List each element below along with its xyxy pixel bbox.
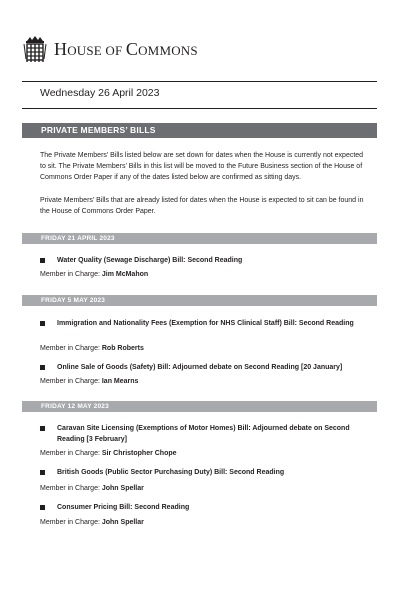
title-part-3: C [125, 38, 139, 59]
member-label: Member in Charge: [40, 485, 102, 492]
bullet-icon [40, 365, 45, 370]
bill-item [40, 255, 370, 266]
header-divider-bottom [22, 108, 377, 109]
member-label: Member in Charge: [40, 519, 102, 526]
bill-title: Consumer Pricing Bill: Second Reading [57, 504, 190, 511]
member-in-charge [40, 269, 148, 280]
house-of-commons-header [22, 34, 198, 64]
house-of-commons-title [54, 39, 198, 60]
day-heading: FRIDAY 12 MAY 2023 [22, 401, 377, 412]
bill-item [40, 423, 370, 445]
intro-paragraph-1: The Private Members’ Bills listed below are set down for dates when the House is currently not expected to sit. The Private Members’ Bills in this list will be moved to the Future Business section of the House of Commons Order Paper if any of the dates listed below are confirmed as sitting days. [40, 152, 364, 181]
member-in-charge [40, 517, 144, 528]
member-label: Member in Charge: [40, 450, 102, 457]
bullet-icon [40, 321, 45, 326]
bill-title: Caravan Site Licensing (Exemptions of Motor Homes) Bill: Adjourned debate on Second Reading [3 February] [57, 425, 350, 443]
intro-paragraph-2: Private Members’ Bills that are already listed for dates when the House is expected to sit can be found in the House of Commons Order Paper. [40, 197, 364, 215]
member-in-charge [40, 483, 144, 494]
bullet-icon [40, 505, 45, 510]
header-divider-top [22, 81, 377, 82]
bill-title: Immigration and Nationality Fees (Exemption for NHS Clinical Staff) Bill: Second Reading [57, 320, 354, 327]
bullet-icon [40, 258, 45, 263]
portcullis-icon [22, 35, 48, 63]
bill-item [40, 362, 370, 373]
title-part-1: H [54, 38, 68, 59]
bill-item [40, 502, 370, 513]
member-in-charge [40, 376, 138, 387]
member-name: John Spellar [101, 485, 144, 492]
day-heading: FRIDAY 5 MAY 2023 [22, 295, 377, 306]
member-name: Rob Roberts [101, 345, 144, 352]
member-label: Member in Charge: [40, 345, 102, 352]
bullet-icon [40, 470, 45, 475]
member-name: John Spellar [101, 519, 144, 526]
bill-title: British Goods (Public Sector Purchasing Duty) Bill: Second Reading [57, 469, 285, 476]
paper-date: Wednesday 26 April 2023 [40, 87, 160, 99]
member-name: Sir Christopher Chope [101, 450, 177, 457]
member-name: Jim McMahon [101, 271, 149, 278]
bill-item [40, 467, 370, 478]
title-part-4: OMMONS [138, 42, 198, 58]
bill-title: Water Quality (Sewage Discharge) Bill: Second Reading [57, 257, 243, 264]
member-in-charge [40, 343, 144, 354]
bill-title: Online Sale of Goods (Safety) Bill: Adjourned debate on Second Reading [20 January] [57, 364, 343, 371]
bullet-icon [40, 426, 45, 431]
day-heading: FRIDAY 21 APRIL 2023 [22, 233, 377, 244]
member-name: Ian Mearns [101, 378, 139, 385]
member-in-charge [40, 448, 177, 459]
bill-item [40, 318, 370, 329]
title-part-2: OUSE OF [67, 42, 126, 58]
member-label: Member in Charge: [40, 378, 102, 385]
member-label: Member in Charge: [40, 271, 102, 278]
section-heading: PRIVATE MEMBERS’ BILLS [22, 123, 377, 138]
